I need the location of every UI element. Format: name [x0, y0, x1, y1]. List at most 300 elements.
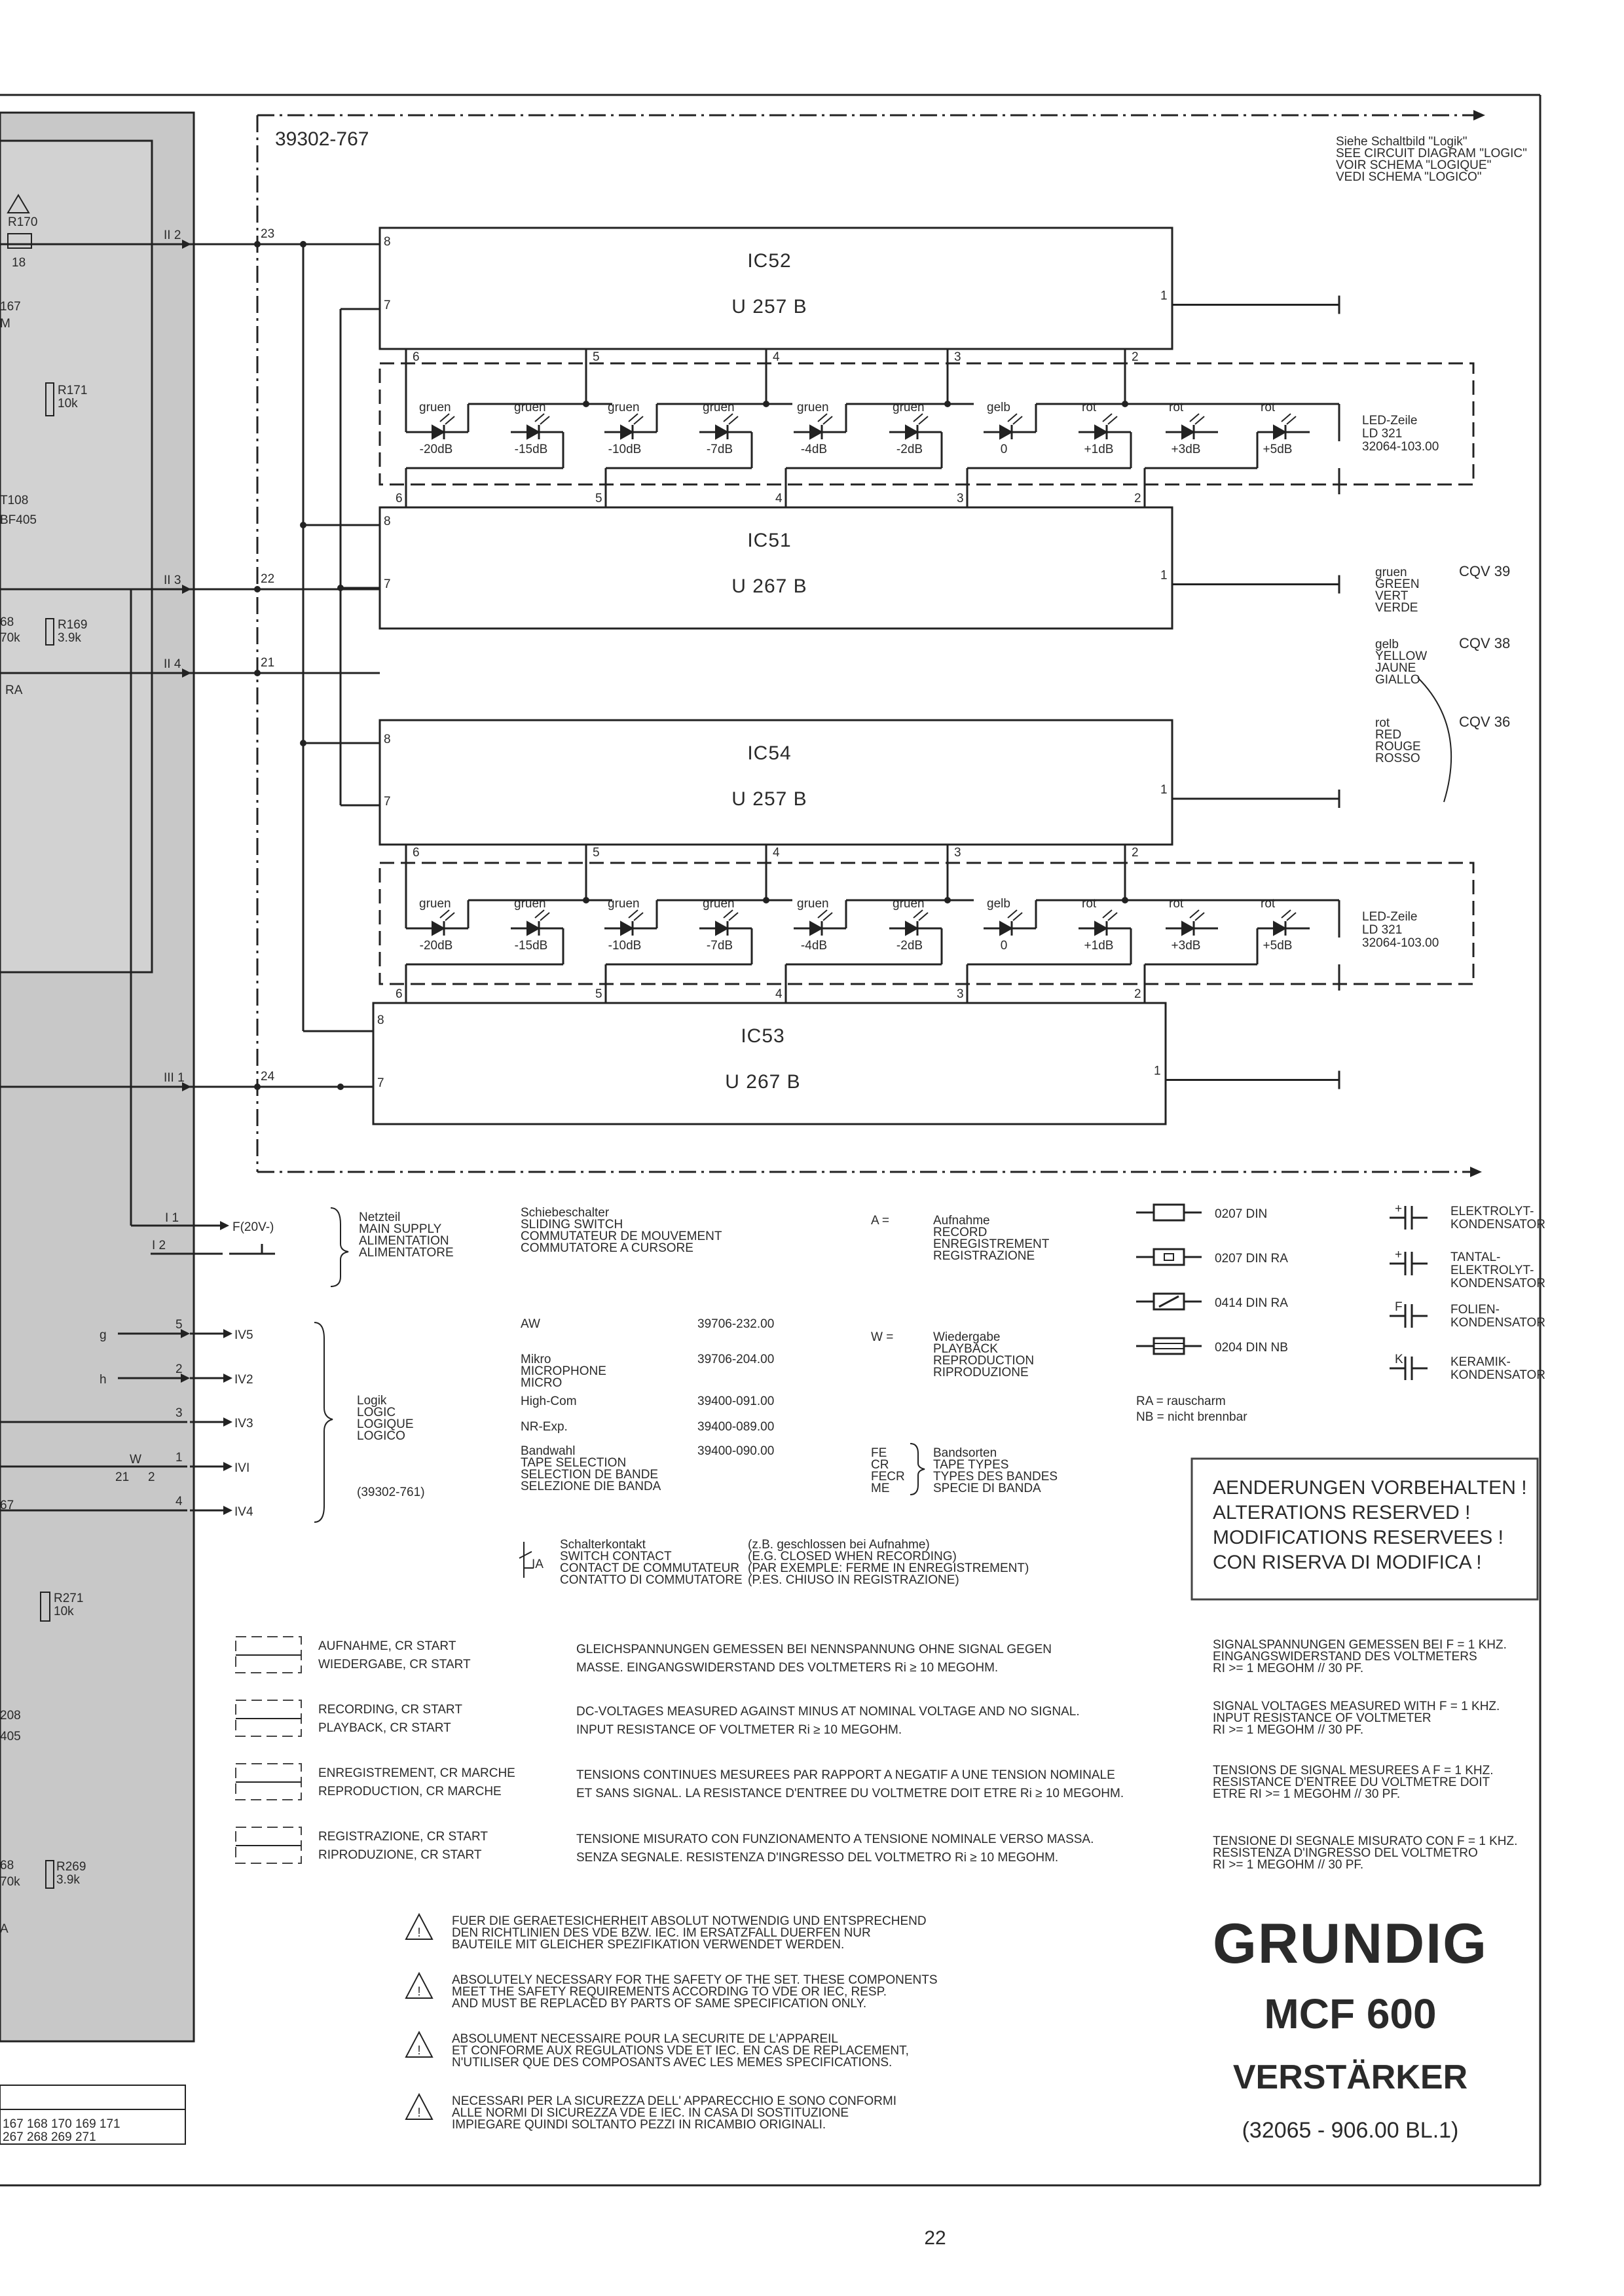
switch-part-number: 39400-091.00	[697, 1394, 775, 1408]
def-lines: ENREGISTREMENT	[933, 1237, 1050, 1251]
alterations-text: ALTERATIONS RESERVED !	[1213, 1502, 1471, 1523]
cap-legend-label: KONDENSATOR	[1450, 1368, 1545, 1382]
warning-mark: !	[417, 2044, 421, 2058]
color-code: CQV 38	[1459, 635, 1511, 651]
junction-dot	[583, 401, 589, 407]
leader-line	[1418, 678, 1451, 802]
pin-number: 6	[413, 350, 420, 364]
dc-voltage-note: ET SANS SIGNAL. LA RESISTANCE D'ENTREE DU VOLTMETRE DOIT ETRE Ri ≥ 10 MEGOHM.	[576, 1787, 1124, 1800]
led-arrow	[1282, 910, 1291, 918]
alterations-text: CON RISERVA DI MODIFICA !	[1213, 1552, 1482, 1573]
mode-legend-label: ENREGISTREMENT, CR MARCHE	[318, 1766, 515, 1780]
safety-note: AND MUST BE REPLACED BY PARTS OF SAME SPECIFICATION ONLY.	[452, 1997, 867, 2011]
logik-label: Logik	[357, 1394, 387, 1408]
dc-voltage-note: DC-VOLTAGES MEASURED AGAINST MINUS AT NOMINAL VOLTAGE AND NO SIGNAL.	[576, 1705, 1080, 1719]
led-bar-label: LD 321	[1362, 427, 1403, 441]
led-icon	[906, 426, 917, 439]
warning-mark: !	[417, 1985, 421, 1999]
arrow	[223, 1329, 232, 1338]
color-legend-label: ROSSO	[1375, 752, 1420, 765]
logic-output-label: IV3	[234, 1417, 253, 1430]
switch-label: 21	[115, 1470, 130, 1484]
led-arrow	[913, 910, 923, 918]
pin-number: 4	[775, 987, 783, 1001]
led-color-label: rot	[1082, 897, 1097, 911]
color-legend-label: VERT	[1375, 589, 1409, 603]
mode-legend-label: REGISTRAZIONE, CR START	[318, 1830, 488, 1844]
alterations-text: MODIFICATIONS RESERVEES !	[1213, 1527, 1504, 1548]
cap-legend-label: KONDENSATOR	[1450, 1316, 1545, 1330]
connector-label: II 4	[164, 657, 181, 671]
junction-dot	[944, 401, 951, 407]
pin-number: 8	[384, 515, 391, 528]
pin-number: 8	[377, 1013, 384, 1027]
led-level-label: +1dB	[1084, 443, 1114, 456]
junction-dot	[337, 1084, 344, 1090]
connector-label: II 3	[164, 574, 181, 587]
led-color-label: gruen	[893, 401, 925, 414]
signal-voltage-note: TENSIONE DI SEGNALE MISURATO CON F = 1 KHZ.	[1213, 1834, 1518, 1848]
cap-legend-label: TANTAL-	[1450, 1250, 1501, 1264]
junction-dot	[763, 897, 769, 903]
led-color-label: gruen	[514, 401, 546, 414]
switch-contact-text: (P.ES. CHIUSO IN REGISTRAZIONE)	[748, 1573, 959, 1587]
warning-mark: !	[417, 2106, 421, 2120]
dc-voltage-note: SENZA SEGNALE. RESISTENZA D'INGRESSO DEL VOLTMETRO Ri ≥ 10 MEGOHM.	[576, 1851, 1059, 1865]
color-legend-label: YELLOW	[1375, 649, 1428, 663]
ic-name: IC54	[747, 742, 792, 764]
led-arrow	[1008, 910, 1017, 918]
signal-voltage-note: RI >= 1 MEGOHM // 30 PF.	[1213, 1858, 1364, 1872]
pin-number: 8	[384, 235, 391, 249]
pin-number: 4	[775, 492, 783, 505]
netzteil-label: ALIMENTATORE	[359, 1246, 454, 1260]
brace	[910, 1444, 925, 1495]
ic-name: IC53	[741, 1025, 785, 1047]
mode-legend-label: RECORDING, CR START	[318, 1703, 462, 1717]
part-r269: R269	[56, 1860, 86, 1874]
pin-number: 7	[384, 299, 391, 312]
led-level-label: 0	[1000, 443, 1008, 456]
switch-contact-text: CONTACT DE COMMUTATEUR	[560, 1561, 740, 1575]
led-icon	[716, 922, 728, 935]
color-legend-label: JAUNE	[1375, 661, 1416, 675]
def-lines: Aufnahme	[933, 1214, 990, 1228]
led-arrow	[1108, 416, 1117, 424]
switch-name: MICRO	[521, 1376, 563, 1390]
part-r167: 167	[0, 300, 21, 314]
led-arrays	[380, 363, 1473, 984]
tape-type-label: SPECIE DI BANDA	[933, 1482, 1041, 1495]
page-number: 22	[924, 2227, 946, 2249]
led-level-label: +3dB	[1171, 939, 1201, 953]
led-icon	[432, 426, 444, 439]
junction-dot	[337, 585, 344, 591]
led-color-label: rot	[1261, 897, 1276, 911]
board-id: 39302-767	[275, 128, 369, 150]
part-t208: 208	[0, 1709, 21, 1722]
pin-number: 4	[773, 846, 780, 860]
mode-legend-label: REPRODUCTION, CR MARCHE	[318, 1785, 502, 1798]
sliding-switch-label: COMMUTATEUR DE MOUVEMENT	[521, 1230, 722, 1243]
led-arrow	[919, 913, 928, 920]
led-arrow	[634, 416, 643, 424]
led-arrow	[629, 910, 638, 918]
connector-label: I 1	[165, 1211, 179, 1225]
switch-label: 2	[148, 1470, 155, 1484]
part-267: 67	[0, 1499, 14, 1512]
sliding-switch-label: COMMUTATORE A CURSORE	[521, 1241, 693, 1255]
arrow	[223, 1374, 232, 1383]
pin-number: 4	[773, 350, 780, 364]
led-icon	[432, 922, 444, 935]
part-table-row: 267 268 269 271	[3, 2130, 96, 2144]
logic-reference-note: SEE CIRCUIT DIAGRAM "LOGIC"	[1336, 147, 1527, 160]
cap-legend-label: FOLIEN-	[1450, 1303, 1500, 1317]
led-icon	[1000, 426, 1012, 439]
safety-note: N'UTILISER QUE DES COMPOSANTS AVEC LES MEMES SPECIFICATIONS.	[452, 2056, 893, 2069]
junction-dot	[300, 522, 306, 528]
led-icon	[1182, 426, 1194, 439]
signal-voltage-note: TENSIONS DE SIGNAL MESUREES A F = 1 KHZ.	[1213, 1764, 1494, 1777]
part-value: BF405	[0, 513, 37, 527]
pin-number: 6	[396, 987, 403, 1001]
led-icon	[1274, 922, 1285, 935]
switch-name: TAPE SELECTION	[521, 1456, 627, 1470]
led-level-label: -2dB	[896, 443, 923, 456]
document-title: VERSTÄRKER	[1232, 2058, 1468, 2096]
cap-legend-label: KERAMIK-	[1450, 1355, 1511, 1369]
dc-voltage-note: MASSE. EINGANGSWIDERSTAND DES VOLTMETERS Ri ≥ 10 MEGOHM.	[576, 1661, 999, 1675]
led-array-2-box	[380, 863, 1473, 984]
led-arrow	[1013, 416, 1022, 424]
switch-name: SELECTION DE BANDE	[521, 1468, 659, 1482]
ic-ic51	[380, 507, 1172, 629]
signal-voltage-note: RI >= 1 MEGOHM // 30 PF.	[1213, 1723, 1364, 1737]
part-r169: R169	[58, 618, 88, 632]
led-arrow	[1103, 910, 1112, 918]
tape-type-label: TAPE TYPES	[933, 1458, 1009, 1472]
led-color-label: gruen	[797, 401, 829, 414]
led-arrow	[1013, 913, 1022, 920]
led-color-label: gruen	[608, 897, 640, 911]
logic-output-label: IV4	[234, 1505, 253, 1519]
led-bar-label: 32064-103.00	[1362, 936, 1439, 950]
brace	[314, 1322, 333, 1522]
part-r171: R171	[58, 384, 88, 397]
switch-name: Bandwahl	[521, 1444, 576, 1458]
led-arrow	[634, 913, 643, 920]
led-level-label: 0	[1000, 939, 1008, 953]
led-arrow	[540, 416, 549, 424]
switch-part-number: 39400-090.00	[697, 1444, 775, 1458]
led-arrow	[535, 910, 544, 918]
signal-voltage-note: INPUT RESISTANCE OF VOLTMETER	[1213, 1711, 1431, 1725]
safety-note: ALLE NORMI DI SICUREZZA VDE E IEC. IN CASA DI SOSTITUZIONE	[452, 2106, 849, 2120]
dc-voltage-note: TENSIONE MISURATO CON FUNZIONAMENTO A TENSIONE NOMINALE VERSO MASSA.	[576, 1832, 1094, 1846]
switch-contact-text: (PAR EXEMPLE: FERME IN ENREGISTREMENT)	[748, 1561, 1029, 1575]
led-arrow	[729, 913, 738, 920]
connector-number: 4	[175, 1495, 183, 1508]
color-legend-label: gelb	[1375, 638, 1399, 651]
led-icon	[1095, 426, 1107, 439]
ic-ic53	[373, 1003, 1166, 1124]
arrow	[223, 1506, 232, 1515]
switch-contact-text: SWITCH CONTACT	[560, 1550, 672, 1563]
mode-legend-label: WIEDERGABE, CR START	[318, 1658, 471, 1671]
pin-number: 5	[595, 987, 602, 1001]
part-r170: R170	[8, 215, 38, 229]
resistor-legend-label: 0207 DIN RA	[1215, 1252, 1288, 1266]
led-bar-label: 32064-103.00	[1362, 440, 1439, 454]
led-level-label: -20dB	[419, 443, 453, 456]
led-level-label: +3dB	[1171, 443, 1201, 456]
led-arrow	[1282, 414, 1291, 422]
connector-number: 2	[175, 1362, 183, 1376]
tape-type-key: CR	[871, 1458, 889, 1472]
led-arrow	[818, 910, 827, 918]
ra-nb-note: RA = rauscharm	[1136, 1394, 1226, 1408]
warning-mark: !	[417, 1926, 421, 1940]
led-arrow	[1103, 414, 1112, 422]
led-color-label: gruen	[419, 897, 451, 911]
safety-note: ABSOLUTELY NECESSARY FOR THE SAFETY OF THE SET. THESE COMPONENTS	[452, 1973, 938, 1987]
netzteil-label: MAIN SUPPLY	[359, 1222, 442, 1236]
junction-dot	[254, 241, 261, 247]
switch-contact-text: (E.G. CLOSED WHEN RECORDING)	[748, 1550, 957, 1563]
ic-type: U 267 B	[725, 1071, 801, 1093]
signal-voltage-note: ETRE RI >= 1 MEGOHM // 30 PF.	[1213, 1787, 1401, 1801]
cap-mark: K	[1395, 1353, 1403, 1366]
sliding-switch-label: Schiebeschalter	[521, 1206, 610, 1220]
pin-number: 1	[1160, 783, 1168, 797]
safety-note: DEN RICHTLINIEN DES VDE BZW. IEC. IM ERSATZFALL DUERFEN NUR	[452, 1926, 871, 1940]
led-arrow	[724, 414, 733, 422]
safety-note: ET CONFORME AUX REGULATIONS VDE ET IEC. EN CAS DE REPLACEMENT,	[452, 2044, 909, 2058]
pin-number: 2	[1134, 492, 1141, 505]
logic-output-label: IV5	[234, 1328, 253, 1342]
led-level-label: -4dB	[800, 939, 828, 953]
ic-ic52	[380, 228, 1172, 349]
def-key: W =	[871, 1330, 894, 1344]
signal-voltage-note: EINGANGSWIDERSTAND DES VOLTMETERS	[1213, 1650, 1477, 1664]
part-value: 3.9k	[58, 631, 81, 645]
led-icon	[621, 922, 633, 935]
led-level-label: +5dB	[1263, 443, 1293, 456]
document-number: (32065 - 906.00 BL.1)	[1242, 2118, 1459, 2143]
switch-contact-text: CONTATTO DI COMMUTATORE	[560, 1573, 743, 1587]
dc-voltage-note: TENSIONS CONTINUES MESUREES PAR RAPPORT A NEGATIF A UNE TENSION NOMINALE	[576, 1768, 1115, 1782]
led-arrow	[1195, 913, 1204, 920]
logic-reference-note: VOIR SCHEMA "LOGIQUE"	[1336, 158, 1492, 172]
cap-legend-label: ELEKTROLYT-	[1450, 1264, 1534, 1277]
signal-voltage-note: RI >= 1 MEGOHM // 30 PF.	[1213, 1662, 1364, 1675]
part-ra: RA	[5, 683, 23, 697]
led-color-label: gelb	[987, 897, 1010, 911]
led-arrow	[729, 416, 738, 424]
junction-dot	[763, 401, 769, 407]
led-color-label: rot	[1082, 401, 1097, 414]
led-level-label: -15dB	[514, 443, 548, 456]
led-level-label: -2dB	[896, 939, 923, 953]
resistor-icon	[1154, 1205, 1184, 1220]
switch-name: AW	[521, 1317, 540, 1331]
junction-dot	[583, 897, 589, 903]
pin-number: 5	[593, 846, 600, 860]
led-icon	[716, 426, 728, 439]
ic-name: IC52	[747, 250, 792, 272]
led-arrow	[823, 416, 832, 424]
led-level-label: -15dB	[514, 939, 548, 953]
part-ra: A	[0, 1922, 9, 1936]
color-code: CQV 36	[1459, 714, 1511, 730]
pin-number: 3	[954, 350, 961, 364]
part-value: 3.9k	[56, 1873, 80, 1887]
part-r271: R271	[54, 1592, 84, 1605]
part-value: 10k	[54, 1605, 74, 1618]
logic-reference-note: VEDI SCHEMA "LOGICO"	[1336, 170, 1482, 184]
connector-number: 21	[261, 656, 275, 670]
led-color-label: gruen	[419, 401, 451, 414]
resistor-legend-label: 0207 DIN	[1215, 1207, 1268, 1221]
led-level-label: -20dB	[419, 939, 453, 953]
led-arrow	[818, 414, 827, 422]
led-arrow	[1190, 414, 1199, 422]
led-bar-label: LD 321	[1362, 923, 1403, 937]
cap-mark: +	[1395, 1248, 1403, 1262]
led-arrow	[1195, 416, 1204, 424]
mode-legend-label: AUFNAHME, CR START	[318, 1639, 456, 1653]
led-icon	[906, 922, 917, 935]
signal-voltage-note: RESISTANCE D'ENTREE DU VOLTMETRE DOIT	[1213, 1776, 1490, 1789]
input-label: h	[100, 1373, 107, 1387]
led-icon	[1095, 922, 1107, 935]
connector-number: 23	[261, 227, 275, 241]
alterations-text: AENDERUNGEN VORBEHALTEN !	[1213, 1477, 1527, 1499]
pin-number: 1	[1160, 289, 1168, 303]
tape-type-label: TYPES DES BANDES	[933, 1470, 1058, 1484]
logik-ref: (39302-761)	[357, 1485, 425, 1499]
signal-voltage-note: SIGNAL VOLTAGES MEASURED WITH F = 1 KHZ.	[1213, 1700, 1500, 1713]
pin-number: 3	[957, 492, 964, 505]
safety-note: BAUTEILE MIT GLEICHER SPEZIFIKATION VERWENDET WERDEN.	[452, 1938, 845, 1952]
junction-dot	[254, 586, 261, 592]
logik-label: LOGIC	[357, 1406, 396, 1419]
color-legend-label: GIALLO	[1375, 673, 1420, 687]
led-icon	[527, 922, 539, 935]
connector-label: II 2	[164, 228, 181, 242]
color-legend-label: rot	[1375, 716, 1390, 730]
led-level-label: +1dB	[1084, 939, 1114, 953]
pin-number: 2	[1132, 846, 1139, 860]
led-color-label: gelb	[987, 401, 1010, 414]
switch-name: Mikro	[521, 1353, 551, 1366]
resistor-legend-label: 0414 DIN RA	[1215, 1296, 1288, 1310]
led-color-label: rot	[1261, 401, 1276, 414]
led-color-label: gruen	[703, 401, 735, 414]
color-legend-label: GREEN	[1375, 577, 1420, 591]
color-code: CQV 39	[1459, 563, 1511, 579]
led-icon	[1274, 426, 1285, 439]
part-value: 405	[0, 1730, 21, 1743]
tape-type-key: FE	[871, 1446, 887, 1460]
led-icon	[1182, 922, 1194, 935]
led-arrow	[724, 910, 733, 918]
led-arrow	[1108, 913, 1117, 920]
def-lines: RECORD	[933, 1226, 987, 1239]
led-arrow	[1008, 414, 1017, 422]
def-lines: REPRODUCTION	[933, 1354, 1035, 1368]
def-key: A =	[871, 1214, 889, 1228]
led-arrow	[445, 416, 454, 424]
led-color-label: gruen	[893, 897, 925, 911]
switch-contact-text: (z.B. geschlossen bei Aufnahme)	[748, 1538, 930, 1552]
led-color-label: rot	[1169, 897, 1184, 911]
pin-number: 3	[954, 846, 961, 860]
brace	[331, 1208, 348, 1286]
signal-voltage-note: RESISTENZA D'INGRESSO DEL VOLTMETRO	[1213, 1846, 1478, 1860]
color-legend-label: ROUGE	[1375, 740, 1421, 754]
ic-ic54	[380, 720, 1172, 845]
mode-legend-label: PLAYBACK, CR START	[318, 1721, 451, 1735]
led-color-label: rot	[1169, 401, 1184, 414]
part-t108: T108	[0, 494, 29, 507]
connector-label: III 1	[164, 1071, 185, 1085]
led-icon	[810, 922, 822, 935]
netzteil-label: Netzteil	[359, 1211, 401, 1224]
switch-name: High-Com	[521, 1394, 577, 1408]
resistor-legend-label: 0204 DIN NB	[1215, 1341, 1288, 1355]
logic-output-label: IV2	[234, 1373, 253, 1387]
led-arrow	[445, 913, 454, 920]
part-value: 70k	[0, 1875, 20, 1889]
led-arrow	[919, 416, 928, 424]
color-legend-label: RED	[1375, 728, 1402, 742]
cap-mark: F	[1395, 1300, 1403, 1314]
switch-name: NR-Exp.	[521, 1420, 568, 1434]
pin-number: 2	[1134, 987, 1141, 1001]
ic-name: IC51	[747, 530, 792, 551]
led-level-label: -7dB	[706, 939, 733, 953]
safety-note: ABSOLUMENT NECESSAIRE POUR LA SECURITE DE L'APPAREIL	[452, 2032, 838, 2046]
switch-part-number: 39400-089.00	[697, 1420, 775, 1434]
part-value: 70k	[0, 631, 20, 645]
logic-output-label: IVI	[234, 1461, 250, 1475]
color-legend-label: VERDE	[1375, 601, 1418, 615]
ic-type: U 257 B	[731, 296, 807, 318]
led-color-label: gruen	[703, 897, 735, 911]
pin-number: 3	[957, 987, 964, 1001]
netzteil-label: ALIMENTATION	[359, 1234, 449, 1248]
ic-type: U 267 B	[731, 575, 807, 597]
def-lines: REGISTRAZIONE	[933, 1249, 1035, 1263]
pin-number: 1	[1160, 568, 1168, 583]
switch-contact-label: IA	[532, 1558, 544, 1571]
switch-label: W	[130, 1453, 141, 1467]
sliding-switch-label: SLIDING SWITCH	[521, 1218, 623, 1231]
led-color-label: gruen	[797, 897, 829, 911]
safety-note: MEET THE SAFETY REQUIREMENTS ACCORDING TO VDE OR IEC, RESP.	[452, 1985, 887, 1999]
connector-number: 1	[175, 1451, 183, 1465]
brand-logo: GRUNDIG	[1212, 1912, 1488, 1975]
part-value: M	[0, 317, 10, 331]
connector-number: 3	[175, 1406, 183, 1420]
pin-number: 1	[1154, 1064, 1161, 1078]
safety-note: FUER DIE GERAETESICHERHEIT ABSOLUT NOTWENDIG UND ENTSPRECHEND	[452, 1914, 927, 1928]
resistor-icon	[1154, 1338, 1184, 1354]
supply-arrow	[220, 1221, 229, 1230]
logik-label: LOGICO	[357, 1429, 405, 1443]
